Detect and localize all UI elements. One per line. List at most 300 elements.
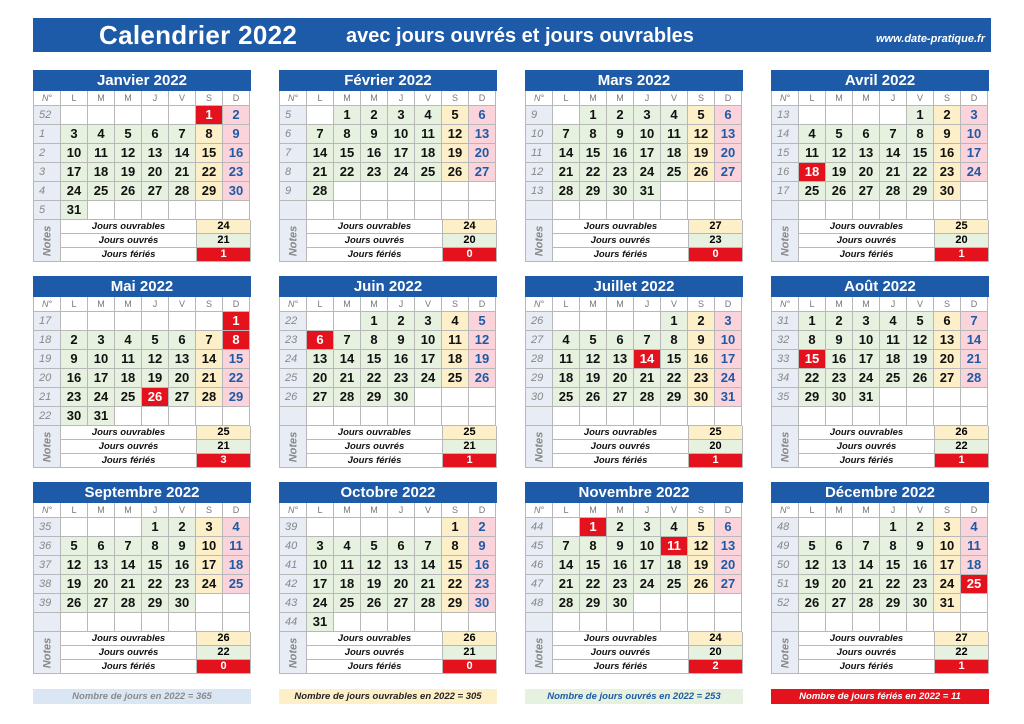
day-cell[interactable]: 20 [307,369,334,388]
day-cell[interactable]: 24 [634,163,661,182]
day-cell[interactable]: 5 [115,125,142,144]
day-cell[interactable]: 27 [853,182,880,201]
day-cell[interactable]: 27 [934,369,961,388]
day-cell[interactable]: 12 [361,556,388,575]
day-cell[interactable]: 16 [361,144,388,163]
day-cell[interactable]: 19 [61,575,88,594]
day-cell[interactable]: 4 [661,106,688,125]
day-cell[interactable]: 31 [715,388,742,407]
day-cell[interactable]: 13 [853,144,880,163]
day-cell[interactable]: 1 [907,106,934,125]
day-cell[interactable]: 5 [799,537,826,556]
day-cell[interactable]: 22 [880,575,907,594]
day-cell[interactable]: 8 [442,537,469,556]
day-cell[interactable]: 6 [826,537,853,556]
day-cell[interactable]: 25 [334,594,361,613]
day-cell[interactable]: 28 [169,182,196,201]
day-cell[interactable]: 11 [334,556,361,575]
day-cell[interactable]: 5 [61,537,88,556]
day-cell[interactable]: 8 [907,125,934,144]
day-cell[interactable]: 1 [223,312,250,331]
day-cell[interactable]: 13 [142,144,169,163]
day-cell[interactable]: 8 [580,537,607,556]
day-cell[interactable]: 13 [88,556,115,575]
day-cell[interactable]: 6 [88,537,115,556]
day-cell[interactable]: 26 [469,369,496,388]
day-cell[interactable]: 30 [607,182,634,201]
day-cell[interactable]: 6 [469,106,496,125]
day-cell[interactable]: 16 [61,369,88,388]
day-cell[interactable]: 17 [634,144,661,163]
day-cell[interactable]: 4 [961,518,988,537]
day-cell[interactable]: 16 [223,144,250,163]
day-cell[interactable]: 22 [580,163,607,182]
day-cell[interactable]: 11 [880,331,907,350]
day-cell[interactable]: 22 [361,369,388,388]
day-cell[interactable]: 9 [607,537,634,556]
day-cell[interactable]: 5 [826,125,853,144]
day-cell[interactable]: 23 [934,163,961,182]
day-cell[interactable]: 28 [553,594,580,613]
day-cell[interactable]: 13 [307,350,334,369]
day-cell[interactable]: 20 [469,144,496,163]
day-cell[interactable]: 3 [715,312,742,331]
day-cell[interactable]: 25 [661,163,688,182]
day-cell[interactable]: 7 [553,537,580,556]
day-cell[interactable]: 26 [61,594,88,613]
day-cell[interactable]: 9 [607,125,634,144]
day-cell[interactable]: 2 [688,312,715,331]
day-cell[interactable]: 16 [688,350,715,369]
day-cell[interactable]: 26 [115,182,142,201]
day-cell[interactable]: 4 [415,106,442,125]
day-cell[interactable]: 3 [634,518,661,537]
day-cell[interactable]: 2 [826,312,853,331]
day-cell[interactable]: 18 [880,350,907,369]
day-cell[interactable]: 20 [715,144,742,163]
day-cell[interactable]: 20 [853,163,880,182]
day-cell[interactable]: 12 [580,350,607,369]
day-cell[interactable]: 1 [142,518,169,537]
day-cell[interactable]: 26 [142,388,169,407]
day-cell[interactable]: 15 [196,144,223,163]
day-cell[interactable]: 1 [361,312,388,331]
day-cell[interactable]: 24 [715,369,742,388]
day-cell[interactable]: 1 [334,106,361,125]
day-cell[interactable]: 26 [361,594,388,613]
day-cell[interactable]: 14 [196,350,223,369]
day-cell[interactable]: 3 [961,106,988,125]
day-cell[interactable]: 10 [307,556,334,575]
day-cell[interactable]: 13 [715,537,742,556]
day-cell[interactable]: 6 [715,518,742,537]
day-cell[interactable]: 12 [115,144,142,163]
day-cell[interactable]: 26 [442,163,469,182]
day-cell[interactable]: 14 [334,350,361,369]
day-cell[interactable]: 10 [934,537,961,556]
day-cell[interactable]: 24 [388,163,415,182]
day-cell[interactable]: 19 [442,144,469,163]
day-cell[interactable]: 7 [415,537,442,556]
day-cell[interactable]: 1 [799,312,826,331]
day-cell[interactable]: 29 [661,388,688,407]
day-cell[interactable]: 13 [607,350,634,369]
day-cell[interactable]: 19 [688,144,715,163]
day-cell[interactable]: 10 [88,350,115,369]
day-cell[interactable]: 13 [169,350,196,369]
day-cell[interactable]: 11 [799,144,826,163]
day-cell[interactable]: 8 [580,125,607,144]
day-cell[interactable]: 30 [223,182,250,201]
day-cell[interactable]: 18 [661,556,688,575]
day-cell[interactable]: 7 [334,331,361,350]
day-cell[interactable]: 12 [142,350,169,369]
day-cell[interactable]: 15 [142,556,169,575]
day-cell[interactable]: 15 [799,350,826,369]
day-cell[interactable]: 19 [826,163,853,182]
day-cell[interactable]: 14 [961,331,988,350]
day-cell[interactable]: 17 [634,556,661,575]
day-cell[interactable]: 28 [307,182,334,201]
day-cell[interactable]: 17 [715,350,742,369]
day-cell[interactable]: 21 [853,575,880,594]
day-cell[interactable]: 7 [115,537,142,556]
day-cell[interactable]: 25 [961,575,988,594]
day-cell[interactable]: 4 [442,312,469,331]
day-cell[interactable]: 15 [661,350,688,369]
day-cell[interactable]: 27 [826,594,853,613]
day-cell[interactable]: 14 [307,144,334,163]
day-cell[interactable]: 29 [442,594,469,613]
day-cell[interactable]: 7 [553,125,580,144]
day-cell[interactable]: 6 [169,331,196,350]
day-cell[interactable]: 25 [115,388,142,407]
day-cell[interactable]: 17 [934,556,961,575]
website-link[interactable]: www.date-pratique.fr [876,33,985,45]
day-cell[interactable]: 25 [880,369,907,388]
day-cell[interactable]: 19 [799,575,826,594]
day-cell[interactable]: 26 [580,388,607,407]
day-cell[interactable]: 14 [169,144,196,163]
day-cell[interactable]: 10 [388,125,415,144]
day-cell[interactable]: 17 [415,350,442,369]
day-cell[interactable]: 14 [880,144,907,163]
day-cell[interactable]: 21 [334,369,361,388]
day-cell[interactable]: 6 [388,537,415,556]
day-cell[interactable]: 10 [961,125,988,144]
day-cell[interactable]: 19 [142,369,169,388]
day-cell[interactable]: 23 [607,163,634,182]
day-cell[interactable]: 7 [880,125,907,144]
day-cell[interactable]: 21 [553,163,580,182]
day-cell[interactable]: 12 [907,331,934,350]
day-cell[interactable]: 27 [169,388,196,407]
day-cell[interactable]: 24 [634,575,661,594]
day-cell[interactable]: 29 [196,182,223,201]
day-cell[interactable]: 28 [115,594,142,613]
day-cell[interactable]: 30 [826,388,853,407]
day-cell[interactable]: 18 [961,556,988,575]
day-cell[interactable]: 24 [88,388,115,407]
day-cell[interactable]: 27 [715,575,742,594]
day-cell[interactable]: 12 [688,537,715,556]
day-cell[interactable]: 23 [61,388,88,407]
day-cell[interactable]: 14 [634,350,661,369]
day-cell[interactable]: 17 [961,144,988,163]
day-cell[interactable]: 10 [415,331,442,350]
day-cell[interactable]: 1 [196,106,223,125]
day-cell[interactable]: 27 [715,163,742,182]
day-cell[interactable]: 5 [580,331,607,350]
day-cell[interactable]: 28 [853,594,880,613]
day-cell[interactable]: 11 [88,144,115,163]
day-cell[interactable]: 26 [688,163,715,182]
day-cell[interactable]: 8 [661,331,688,350]
day-cell[interactable]: 8 [799,331,826,350]
day-cell[interactable]: 30 [688,388,715,407]
day-cell[interactable]: 18 [553,369,580,388]
day-cell[interactable]: 10 [715,331,742,350]
day-cell[interactable]: 15 [580,556,607,575]
day-cell[interactable]: 24 [415,369,442,388]
day-cell[interactable]: 23 [826,369,853,388]
day-cell[interactable]: 15 [223,350,250,369]
day-cell[interactable]: 28 [415,594,442,613]
day-cell[interactable]: 21 [553,575,580,594]
day-cell[interactable]: 30 [934,182,961,201]
day-cell[interactable]: 21 [634,369,661,388]
day-cell[interactable]: 4 [880,312,907,331]
day-cell[interactable]: 9 [826,331,853,350]
day-cell[interactable]: 21 [115,575,142,594]
day-cell[interactable]: 20 [826,575,853,594]
day-cell[interactable]: 21 [169,163,196,182]
day-cell[interactable]: 7 [196,331,223,350]
day-cell[interactable]: 30 [169,594,196,613]
day-cell[interactable]: 11 [661,537,688,556]
day-cell[interactable]: 5 [442,106,469,125]
day-cell[interactable]: 17 [196,556,223,575]
day-cell[interactable]: 15 [361,350,388,369]
day-cell[interactable]: 20 [142,163,169,182]
day-cell[interactable]: 29 [907,182,934,201]
day-cell[interactable]: 17 [61,163,88,182]
day-cell[interactable]: 18 [661,144,688,163]
day-cell[interactable]: 3 [61,125,88,144]
day-cell[interactable]: 31 [853,388,880,407]
day-cell[interactable]: 7 [169,125,196,144]
day-cell[interactable]: 28 [196,388,223,407]
day-cell[interactable]: 23 [223,163,250,182]
day-cell[interactable]: 26 [907,369,934,388]
day-cell[interactable]: 16 [907,556,934,575]
day-cell[interactable]: 28 [553,182,580,201]
day-cell[interactable]: 27 [388,594,415,613]
day-cell[interactable]: 22 [799,369,826,388]
day-cell[interactable]: 22 [907,163,934,182]
day-cell[interactable]: 7 [634,331,661,350]
day-cell[interactable]: 29 [580,182,607,201]
day-cell[interactable]: 14 [853,556,880,575]
day-cell[interactable]: 10 [634,125,661,144]
day-cell[interactable]: 18 [88,163,115,182]
day-cell[interactable]: 20 [934,350,961,369]
day-cell[interactable]: 31 [88,407,115,426]
day-cell[interactable]: 31 [307,613,334,632]
day-cell[interactable]: 19 [688,556,715,575]
day-cell[interactable]: 16 [826,350,853,369]
day-cell[interactable]: 24 [961,163,988,182]
day-cell[interactable]: 28 [880,182,907,201]
day-cell[interactable]: 1 [880,518,907,537]
day-cell[interactable]: 22 [334,163,361,182]
day-cell[interactable]: 24 [196,575,223,594]
day-cell[interactable]: 5 [688,106,715,125]
day-cell[interactable]: 19 [115,163,142,182]
day-cell[interactable]: 2 [907,518,934,537]
day-cell[interactable]: 14 [115,556,142,575]
day-cell[interactable]: 22 [223,369,250,388]
day-cell[interactable]: 6 [307,331,334,350]
day-cell[interactable]: 11 [661,125,688,144]
day-cell[interactable]: 17 [388,144,415,163]
day-cell[interactable]: 3 [88,331,115,350]
day-cell[interactable]: 10 [61,144,88,163]
day-cell[interactable]: 7 [853,537,880,556]
day-cell[interactable]: 12 [442,125,469,144]
day-cell[interactable]: 18 [442,350,469,369]
day-cell[interactable]: 12 [61,556,88,575]
day-cell[interactable]: 28 [961,369,988,388]
day-cell[interactable]: 23 [688,369,715,388]
day-cell[interactable]: 9 [688,331,715,350]
day-cell[interactable]: 29 [580,594,607,613]
day-cell[interactable]: 9 [223,125,250,144]
day-cell[interactable]: 10 [196,537,223,556]
day-cell[interactable]: 20 [388,575,415,594]
day-cell[interactable]: 29 [223,388,250,407]
day-cell[interactable]: 8 [334,125,361,144]
day-cell[interactable]: 18 [415,144,442,163]
day-cell[interactable]: 11 [553,350,580,369]
day-cell[interactable]: 30 [469,594,496,613]
day-cell[interactable]: 18 [799,163,826,182]
day-cell[interactable]: 22 [442,575,469,594]
day-cell[interactable]: 28 [334,388,361,407]
day-cell[interactable]: 4 [334,537,361,556]
day-cell[interactable]: 18 [223,556,250,575]
day-cell[interactable]: 26 [688,575,715,594]
day-cell[interactable]: 1 [580,106,607,125]
day-cell[interactable]: 4 [223,518,250,537]
day-cell[interactable]: 14 [553,144,580,163]
day-cell[interactable]: 17 [88,369,115,388]
day-cell[interactable]: 29 [361,388,388,407]
day-cell[interactable]: 23 [907,575,934,594]
day-cell[interactable]: 16 [169,556,196,575]
day-cell[interactable]: 21 [307,163,334,182]
day-cell[interactable]: 14 [553,556,580,575]
day-cell[interactable]: 2 [61,331,88,350]
day-cell[interactable]: 26 [826,182,853,201]
day-cell[interactable]: 23 [169,575,196,594]
day-cell[interactable]: 25 [553,388,580,407]
day-cell[interactable]: 18 [334,575,361,594]
day-cell[interactable]: 11 [415,125,442,144]
day-cell[interactable]: 24 [61,182,88,201]
day-cell[interactable]: 25 [661,575,688,594]
day-cell[interactable]: 9 [361,125,388,144]
day-cell[interactable]: 19 [580,369,607,388]
day-cell[interactable]: 27 [469,163,496,182]
day-cell[interactable]: 23 [469,575,496,594]
day-cell[interactable]: 7 [307,125,334,144]
day-cell[interactable]: 25 [223,575,250,594]
day-cell[interactable]: 22 [661,369,688,388]
day-cell[interactable]: 6 [142,125,169,144]
day-cell[interactable]: 27 [142,182,169,201]
day-cell[interactable]: 7 [961,312,988,331]
day-cell[interactable]: 8 [142,537,169,556]
day-cell[interactable]: 11 [223,537,250,556]
day-cell[interactable]: 15 [442,556,469,575]
day-cell[interactable]: 8 [880,537,907,556]
day-cell[interactable]: 19 [469,350,496,369]
day-cell[interactable]: 9 [934,125,961,144]
day-cell[interactable]: 20 [715,556,742,575]
day-cell[interactable]: 30 [61,407,88,426]
day-cell[interactable]: 2 [934,106,961,125]
day-cell[interactable]: 5 [142,331,169,350]
day-cell[interactable]: 25 [799,182,826,201]
day-cell[interactable]: 9 [169,537,196,556]
day-cell[interactable]: 2 [169,518,196,537]
day-cell[interactable]: 27 [88,594,115,613]
day-cell[interactable]: 31 [61,201,88,220]
day-cell[interactable]: 9 [61,350,88,369]
day-cell[interactable]: 4 [115,331,142,350]
day-cell[interactable]: 27 [607,388,634,407]
day-cell[interactable]: 12 [469,331,496,350]
day-cell[interactable]: 31 [934,594,961,613]
day-cell[interactable]: 15 [907,144,934,163]
day-cell[interactable]: 4 [661,518,688,537]
day-cell[interactable]: 29 [799,388,826,407]
day-cell[interactable]: 5 [688,518,715,537]
day-cell[interactable]: 13 [715,125,742,144]
day-cell[interactable]: 16 [934,144,961,163]
day-cell[interactable]: 25 [88,182,115,201]
day-cell[interactable]: 13 [826,556,853,575]
day-cell[interactable]: 25 [415,163,442,182]
day-cell[interactable]: 15 [880,556,907,575]
day-cell[interactable]: 12 [826,144,853,163]
day-cell[interactable]: 3 [934,518,961,537]
day-cell[interactable]: 29 [880,594,907,613]
day-cell[interactable]: 1 [580,518,607,537]
day-cell[interactable]: 11 [961,537,988,556]
day-cell[interactable]: 22 [580,575,607,594]
day-cell[interactable]: 2 [607,106,634,125]
day-cell[interactable]: 13 [934,331,961,350]
day-cell[interactable]: 13 [469,125,496,144]
day-cell[interactable]: 3 [853,312,880,331]
day-cell[interactable]: 5 [907,312,934,331]
day-cell[interactable]: 11 [115,350,142,369]
day-cell[interactable]: 19 [907,350,934,369]
day-cell[interactable]: 9 [907,537,934,556]
day-cell[interactable]: 20 [169,369,196,388]
